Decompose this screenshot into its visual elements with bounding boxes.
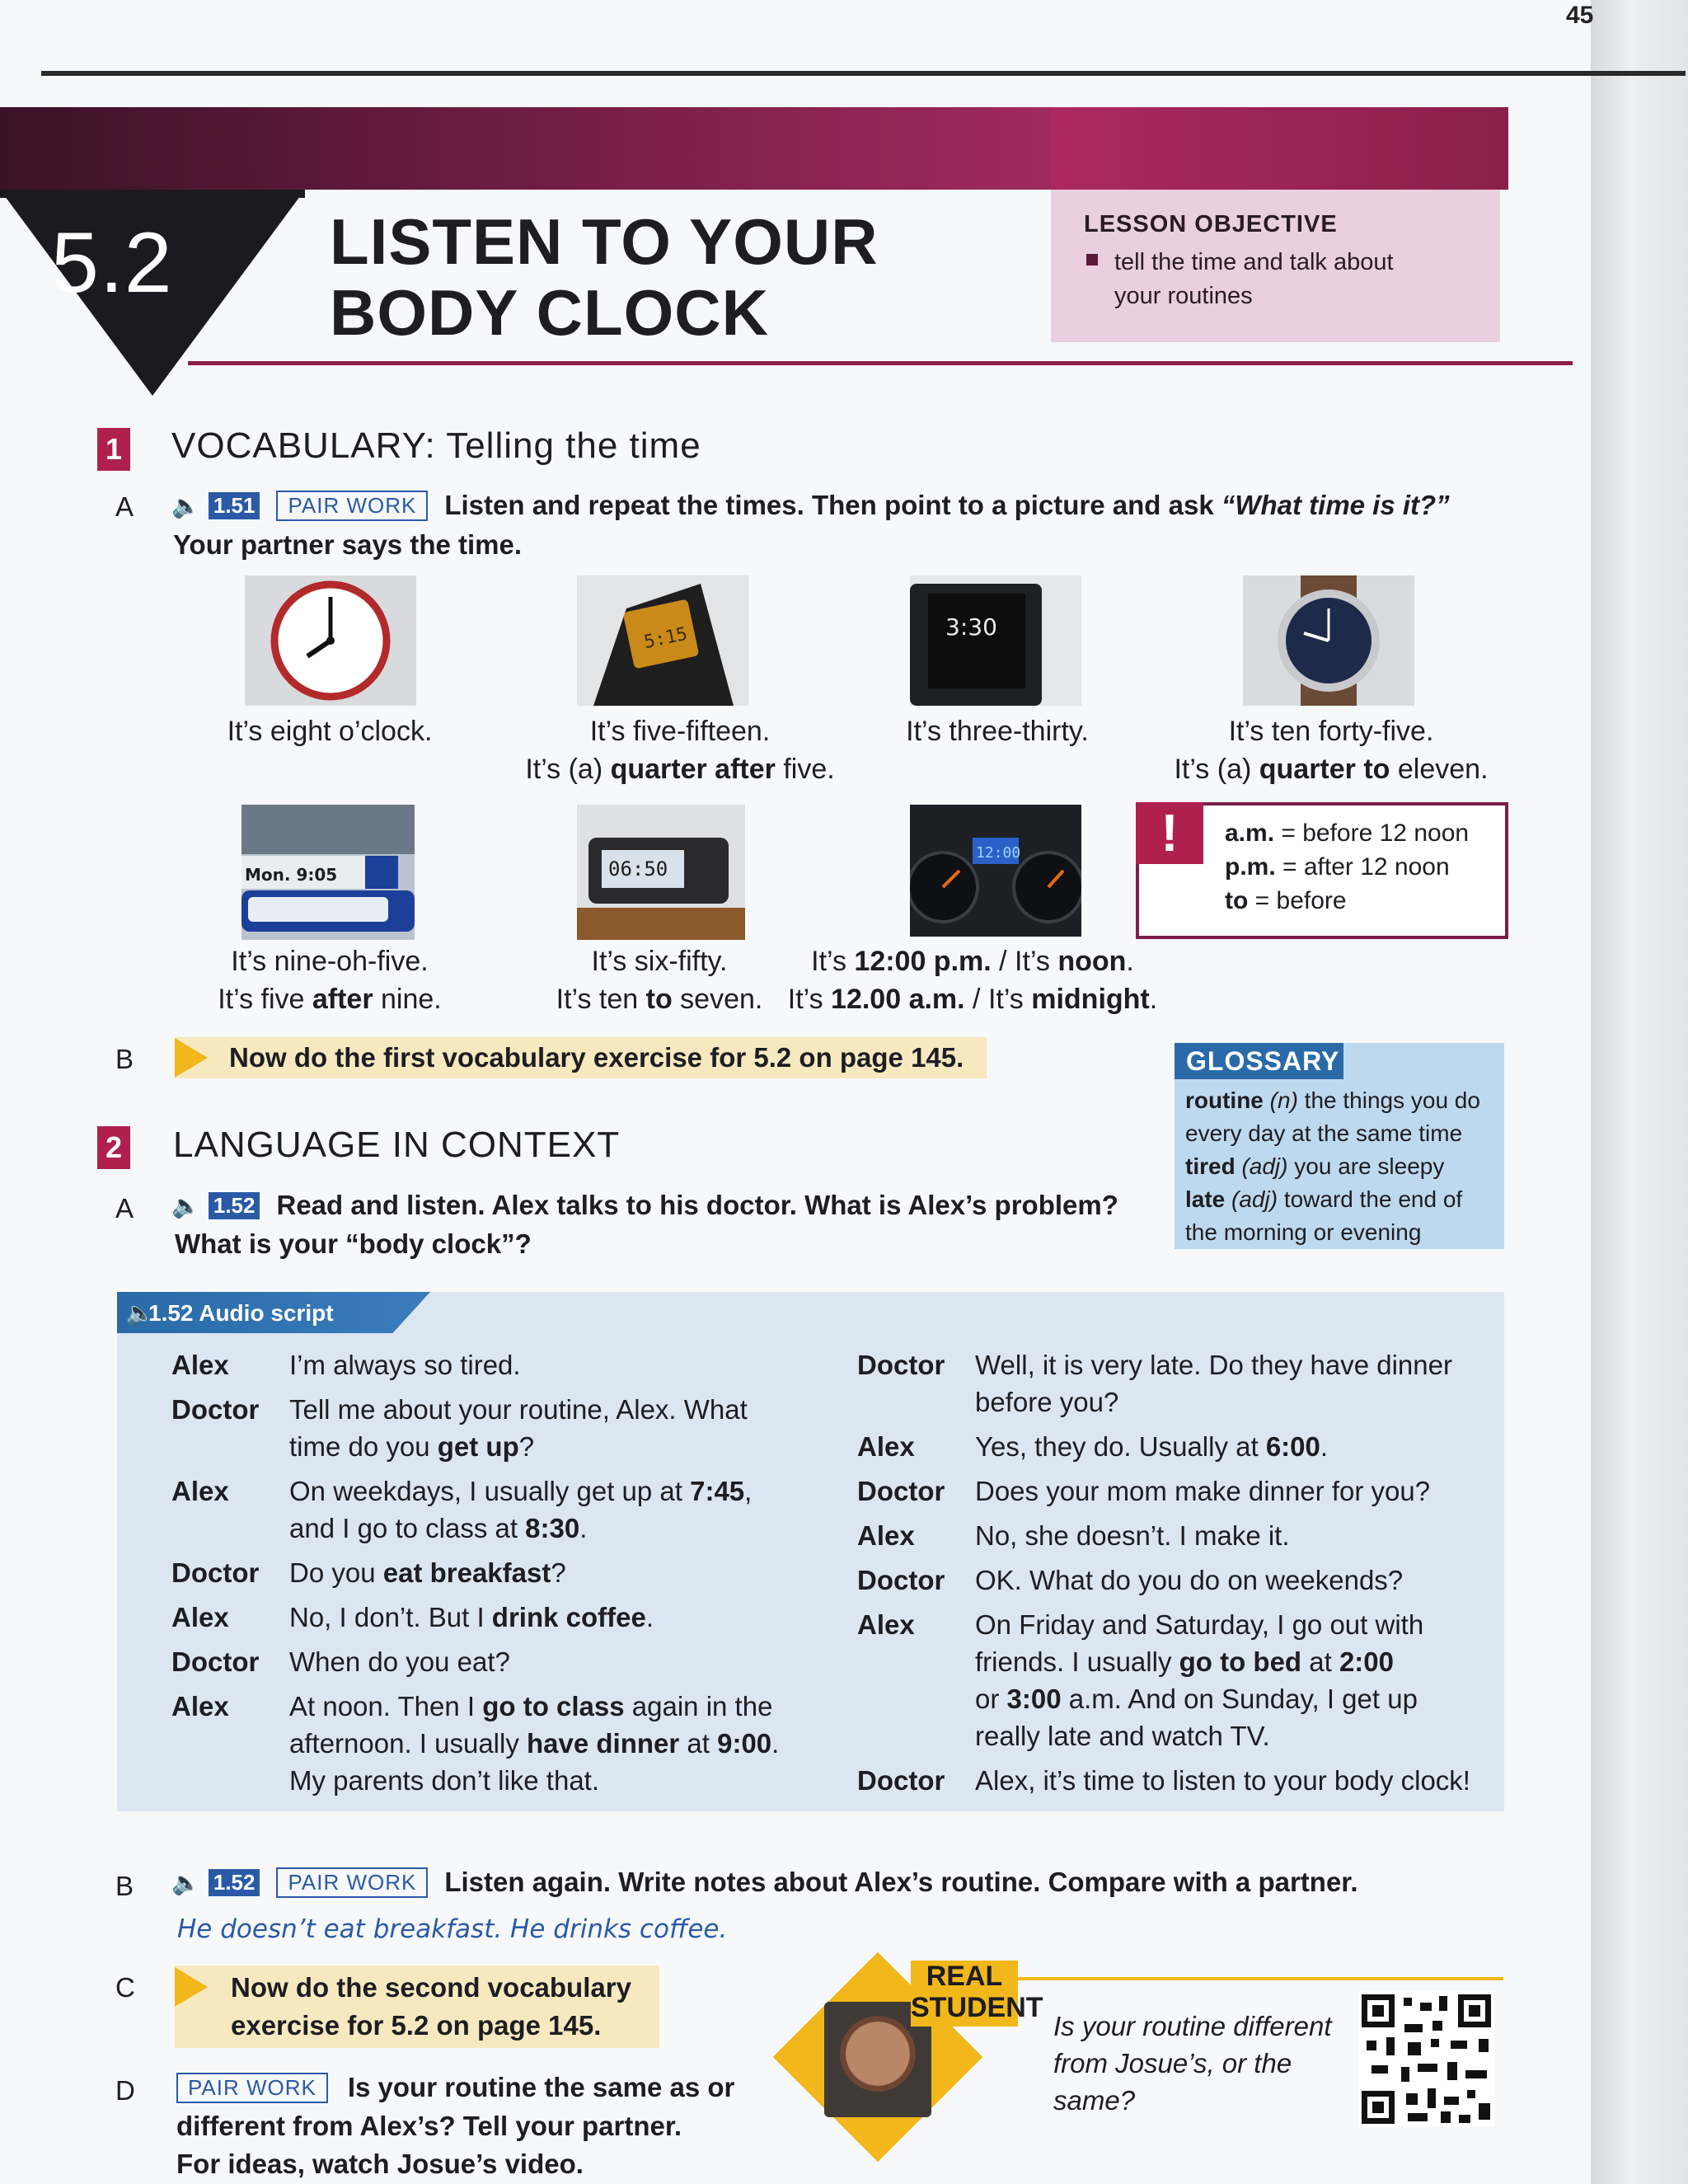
script-speech (975, 1517, 1290, 1554)
script-bold-phrase: 7:45 (690, 1476, 745, 1506)
script-turn (857, 1562, 1500, 1599)
script-bold-phrase: 8:30 (525, 1513, 580, 1543)
script-turn (171, 1688, 823, 1799)
script-text: Alex, it’s time to listen to your body clock! (975, 1765, 1470, 1796)
lesson-title-line2: BODY CLOCK (330, 276, 769, 349)
objective-label: LESSON OBJECTIVE (1084, 211, 1338, 237)
script-speech (289, 1643, 510, 1680)
item-2d-line1: Is your routine the same as or (347, 2072, 735, 2102)
script-speaker: Alex (171, 1476, 229, 1506)
section-number-2: 2 (97, 1126, 130, 1169)
arrow-right-icon (175, 1967, 208, 2007)
item-letter-2b: B (115, 1871, 134, 1901)
item-letter-2c: C (115, 1972, 135, 2003)
exercise-1b-text: Now do the first vocabulary exercise for 5.2 on page 145. (229, 1042, 964, 1073)
lesson-number: 5.2 (51, 215, 173, 311)
script-turn (171, 1599, 823, 1636)
section-number-1: 1 (97, 428, 130, 471)
glossary-word: tired (1185, 1153, 1236, 1179)
script-speaker: Doctor (171, 1394, 260, 1425)
script-speech (289, 1472, 752, 1547)
caption-part: It’s (811, 946, 855, 977)
screen-time-icon (241, 805, 415, 940)
script-speech (975, 1472, 1430, 1510)
script-text: and I go to class at (289, 1513, 526, 1543)
audio-speaker-icon[interactable]: 🔈 (171, 492, 200, 519)
glossary-entry-late (1185, 1183, 1498, 1216)
script-line (289, 1428, 748, 1465)
audio-track-tag[interactable]: 1.51 (209, 492, 260, 519)
caption-part: . (1149, 984, 1158, 1015)
glossary-pos: (adj) (1235, 1153, 1288, 1179)
caption-line1: It’s ten forty-five. (1228, 716, 1434, 747)
script-line (289, 1688, 779, 1725)
audio-track-tag[interactable]: 1.52 (209, 1192, 260, 1219)
script-speaker: Doctor (857, 1350, 945, 1380)
script-line (289, 1391, 748, 1428)
caption-part: / It’s (991, 946, 1058, 977)
script-line (289, 1554, 566, 1591)
script-bold-phrase: 9:00 (717, 1728, 772, 1759)
script-turn (857, 1762, 1500, 1799)
lesson-title (330, 206, 879, 348)
exclamation-icon: ! (1136, 802, 1203, 864)
script-text: When do you eat? (289, 1646, 510, 1677)
script-turn (857, 1517, 1500, 1554)
script-text: ? (551, 1557, 566, 1588)
script-speaker: Alex (857, 1431, 915, 1462)
picture-dashboard (910, 805, 1081, 937)
glossary-def: the things you do (1297, 1087, 1480, 1113)
script-bold-phrase: get up (437, 1431, 519, 1462)
script-turn (171, 1643, 823, 1680)
item-2a-instruction-line2: What is your “body clock”? (175, 1228, 532, 1259)
item-2b-row (171, 1867, 1358, 1898)
script-speaker: Alex (171, 1350, 229, 1380)
lesson-title-line1: LISTEN TO YOUR (330, 205, 879, 278)
pair-work-tag: PAIR WORK (176, 2073, 328, 2103)
glossary-def-cont: every day at the same time (1185, 1120, 1463, 1146)
item-1a-instruction (444, 490, 1449, 521)
script-text: On weekdays, I usually get up at (289, 1476, 691, 1506)
script-line (975, 1717, 1423, 1754)
caption-part: five. (775, 754, 835, 785)
exercise-2c-line1: Now do the second vocabulary (231, 1972, 631, 2003)
script-text: really late and watch TV. (975, 1721, 1270, 1751)
script-line (975, 1643, 1423, 1680)
objective-bullet (1086, 254, 1098, 265)
instruction-question: “What time is it?” (1221, 490, 1450, 520)
wall-clock-icon (245, 575, 416, 706)
picture-phone (910, 575, 1081, 706)
script-text: afternoon. I usually (289, 1728, 528, 1759)
script-text: No, I don’t. But I (289, 1602, 492, 1632)
script-line (975, 1606, 1423, 1643)
lesson-triangle-top (0, 190, 305, 198)
objective-text (1114, 246, 1477, 313)
script-text: On Friday and Saturday, I go out with (975, 1609, 1424, 1640)
caption-bold: to (645, 984, 673, 1015)
script-speech (975, 1606, 1423, 1754)
caption-eight-oclock (198, 712, 462, 750)
caption-bold: quarter after (610, 754, 776, 785)
screen-display: Mon. 9:05 (245, 865, 338, 885)
glossary-entry-tired (1185, 1150, 1498, 1183)
caption-bold: 12:00 p.m. (854, 946, 992, 977)
caption-bold: midnight (1031, 984, 1150, 1015)
script-text: or (975, 1684, 1007, 1714)
note-line1 (1225, 816, 1469, 850)
script-line (975, 1762, 1470, 1799)
exercise-2c-line2: exercise for 5.2 on page 145. (231, 2010, 602, 2041)
script-speech (289, 1391, 748, 1465)
item-letter-2a: A (115, 1193, 134, 1224)
audio-script-title: 1.52 Audio script (148, 1300, 334, 1326)
script-text: at (1301, 1646, 1339, 1677)
note-line2 (1225, 850, 1469, 884)
caption-line2 (503, 750, 857, 788)
phone-icon (910, 575, 1081, 706)
note-term: p.m. (1225, 853, 1276, 881)
question-line2: from Josue’s, or the (1053, 2048, 1292, 2078)
caption-five-fifteen (503, 712, 857, 788)
question-line1: Is your routine different (1053, 2011, 1332, 2041)
script-speech (975, 1428, 1328, 1465)
script-text: Yes, they do. Usually at (975, 1431, 1266, 1462)
alarm-clock-icon (577, 805, 745, 940)
caption-line2 (198, 980, 462, 1018)
script-text: I’m always so tired. (289, 1350, 521, 1380)
script-text: time do you (289, 1431, 438, 1462)
script-speaker: Doctor (171, 1646, 260, 1677)
note-def: = before 12 noon (1274, 820, 1470, 847)
script-line (289, 1472, 752, 1510)
script-bold-phrase: go to class (482, 1691, 625, 1721)
script-turn (171, 1554, 823, 1591)
script-line (289, 1762, 779, 1799)
script-speech (289, 1346, 521, 1383)
glossary-def: toward the end of (1278, 1186, 1463, 1212)
script-text: . (645, 1602, 654, 1632)
note-text (1225, 816, 1469, 918)
instruction-text: Listen and repeat the times. Then point to a picture and ask (444, 490, 1221, 520)
caption-line2 (779, 980, 1166, 1018)
caption-part: It’s (a) (525, 754, 611, 785)
real-student-question (1053, 2008, 1350, 2119)
script-speech (975, 1346, 1452, 1421)
script-turn (171, 1472, 823, 1547)
script-line (975, 1428, 1328, 1465)
caption-line1 (779, 942, 1166, 980)
page-number: 45 (1566, 2, 1594, 29)
audio-speaker-icon[interactable]: 🔈 (171, 1869, 200, 1895)
script-speech (289, 1554, 566, 1591)
arrow-right-icon (175, 1038, 208, 1078)
digital-watch-icon (577, 575, 748, 706)
glossary-def: you are sleepy (1287, 1153, 1445, 1179)
objective-line1: tell the time and talk about (1114, 249, 1394, 275)
script-text: . (771, 1728, 780, 1759)
script-speaker: Alex (857, 1609, 915, 1640)
script-speaker: Alex (857, 1520, 915, 1551)
script-turn (857, 1606, 1500, 1754)
item-letter-1b: B (115, 1044, 134, 1074)
script-line (975, 1562, 1403, 1599)
caption-part: It’s (a) (1174, 754, 1259, 785)
item-2d-row (176, 2072, 734, 2103)
analog-watch-icon (1243, 575, 1414, 706)
dashboard-icon (910, 805, 1081, 937)
script-text: . (1320, 1431, 1329, 1462)
script-bold-phrase: 6:00 (1265, 1431, 1320, 1462)
section-title-language: LANGUAGE IN CONTEXT (173, 1125, 621, 1165)
script-text: a.m. And on Sunday, I get up (1061, 1684, 1418, 1714)
item-1a-instruction-line2: Your partner says the time. (173, 529, 523, 560)
handwritten-answer: He doesn’t eat breakfast. He drinks coffee. (177, 1914, 728, 1944)
script-line (975, 1383, 1452, 1421)
caption-six-fifty (528, 942, 791, 1018)
script-text: before you? (975, 1387, 1119, 1417)
script-speaker: Alex (171, 1602, 229, 1632)
item-2b-instruction: Listen again. Write notes about Alex’s routine. Compare with a partner. (444, 1867, 1358, 1897)
script-text: again in the (624, 1691, 773, 1721)
objective-line2: your routines (1114, 283, 1253, 309)
glossary-pos: (adj) (1225, 1186, 1278, 1212)
script-text: At noon. Then I (289, 1691, 483, 1721)
caption-bold: noon (1057, 946, 1127, 977)
caption-part: eleven. (1390, 754, 1489, 785)
picture-screen (241, 805, 415, 940)
caption-ten-forty-five (1162, 712, 1500, 788)
script-turn (857, 1428, 1500, 1465)
note-def: = after 12 noon (1275, 853, 1450, 881)
item-2d-line3: For ideas, watch Josue’s video. (176, 2149, 584, 2179)
audio-speaker-icon[interactable]: 🔈 (125, 1300, 154, 1326)
glossary-entry-routine (1185, 1084, 1498, 1117)
script-text: ? (518, 1431, 535, 1462)
script-turn (171, 1391, 823, 1465)
script-bold-phrase: drink coffee (491, 1602, 646, 1632)
script-text: Does your mom make dinner for you? (975, 1476, 1431, 1506)
item-2a-instruction: Read and listen. Alex talks to his doctor. What is Alex’s problem? (276, 1190, 1118, 1220)
script-speaker: Doctor (171, 1557, 260, 1588)
script-turn (171, 1346, 823, 1383)
item-letter-2d: D (115, 2075, 135, 2106)
book-spine (1591, 0, 1688, 2184)
script-speech (289, 1599, 654, 1636)
script-bold-phrase: go to bed (1179, 1646, 1302, 1677)
note-term: a.m. (1225, 820, 1275, 847)
caption-nine-oh-five (198, 942, 462, 1018)
script-bold-phrase: have dinner (527, 1728, 680, 1759)
caption-noon-midnight (779, 942, 1166, 1018)
script-speech (975, 1762, 1470, 1799)
note-term: to (1225, 887, 1249, 914)
item-2d-line2: different from Alex’s? Tell your partner. (176, 2111, 682, 2141)
real-student-badge (911, 1961, 1043, 2027)
item-2a-row (171, 1190, 1118, 1221)
script-speaker: Doctor (857, 1765, 945, 1796)
script-speaker: Alex (171, 1691, 229, 1721)
glossary-word: late (1185, 1186, 1226, 1212)
audio-script-right-column (857, 1346, 1500, 1806)
caption-line: It’s three-thirty. (906, 716, 1089, 747)
qr-code-pattern (1358, 1991, 1494, 2127)
script-turn (857, 1346, 1500, 1421)
caption-bold: 12.00 a.m. (831, 984, 965, 1015)
script-turn (857, 1472, 1500, 1510)
picture-alarm-clock (577, 805, 745, 940)
caption-part: nine. (373, 984, 442, 1015)
script-text: . (579, 1513, 588, 1543)
item-letter-1a: A (115, 491, 134, 522)
caption-line: It’s eight o’clock. (227, 716, 433, 747)
caption-part: It’s (787, 984, 832, 1015)
caption-bold: after (312, 984, 373, 1015)
caption-bold: quarter to (1259, 754, 1390, 785)
caption-part: seven. (672, 984, 763, 1015)
picture-wall-clock (245, 575, 416, 706)
note-def: = before (1248, 887, 1347, 914)
script-bold-phrase: eat breakfast (382, 1557, 551, 1588)
caption-line1: It’s five-fifteen. (589, 716, 771, 747)
caption-line1: It’s six-fifty. (591, 946, 728, 977)
caption-part: It’s five (218, 984, 312, 1015)
picture-wrist-watch (577, 575, 748, 706)
glossary-title: GLOSSARY (1175, 1043, 1343, 1079)
watch-display: 5:15 (642, 623, 690, 654)
top-rule (41, 71, 1686, 76)
caption-part: It’s ten (556, 984, 646, 1015)
header-band-dark (0, 107, 1051, 190)
phone-display: 3:30 (945, 613, 997, 641)
script-speaker: Doctor (857, 1476, 945, 1506)
script-bold-phrase: 3:00 (1006, 1684, 1062, 1714)
script-line (975, 1472, 1430, 1510)
script-text: No, she doesn’t. I make it. (975, 1520, 1290, 1551)
script-line (289, 1643, 510, 1680)
header-rule (188, 361, 1573, 365)
badge-line1: REAL (926, 1961, 1003, 1992)
exercise-2c-text (231, 1969, 631, 2045)
script-speaker: Doctor (857, 1565, 945, 1595)
caption-part: . (1126, 946, 1134, 977)
glossary-entries (1185, 1084, 1498, 1249)
glossary-pos: (n) (1263, 1087, 1298, 1113)
pair-work-tag: PAIR WORK (276, 491, 428, 521)
audio-speaker-icon[interactable]: 🔈 (171, 1192, 200, 1219)
glossary-def-cont: the morning or evening (1185, 1219, 1422, 1245)
script-line (975, 1517, 1290, 1554)
script-speech (975, 1562, 1403, 1599)
caption-line1: It’s nine-oh-five. (231, 946, 429, 977)
caption-line2 (528, 980, 791, 1018)
picture-analog-watch (1243, 575, 1414, 706)
audio-script-left-column (171, 1346, 823, 1806)
glossary-word: routine (1185, 1087, 1264, 1113)
audio-track-tag[interactable]: 1.52 (209, 1869, 260, 1896)
caption-line2 (1162, 750, 1500, 788)
script-line (289, 1725, 779, 1762)
script-text: My parents don’t like that. (289, 1765, 600, 1796)
item-1a-row (171, 490, 1450, 521)
script-text: Do you (289, 1557, 383, 1588)
alarm-display: 06:50 (608, 857, 668, 881)
pair-work-tag: PAIR WORK (276, 1867, 428, 1898)
script-text: , (744, 1476, 753, 1506)
script-speech (289, 1688, 779, 1799)
badge-line2: STUDENT (911, 1992, 1043, 2023)
script-line (289, 1346, 521, 1383)
script-text: friends. I usually (975, 1646, 1179, 1677)
caption-three-thirty (874, 712, 1121, 750)
script-text: OK. What do you do on weekends? (975, 1565, 1404, 1595)
script-line (975, 1346, 1452, 1383)
section-title-vocabulary: VOCABULARY: Telling the time (171, 425, 701, 466)
caption-part: / It’s (964, 984, 1032, 1015)
script-bold-phrase: 2:00 (1339, 1646, 1395, 1677)
script-line (289, 1510, 752, 1547)
script-line (289, 1599, 654, 1636)
note-line3 (1225, 884, 1469, 918)
script-text: at (679, 1728, 718, 1759)
script-text: Tell me about your routine, Alex. What (289, 1394, 748, 1425)
script-text: Well, it is very late. Do they have dinner (975, 1350, 1452, 1380)
dashboard-display: 12:00 (976, 844, 1021, 862)
script-line (975, 1680, 1423, 1717)
qr-code-icon[interactable] (1358, 1991, 1494, 2127)
question-line3: same? (1053, 2085, 1136, 2116)
